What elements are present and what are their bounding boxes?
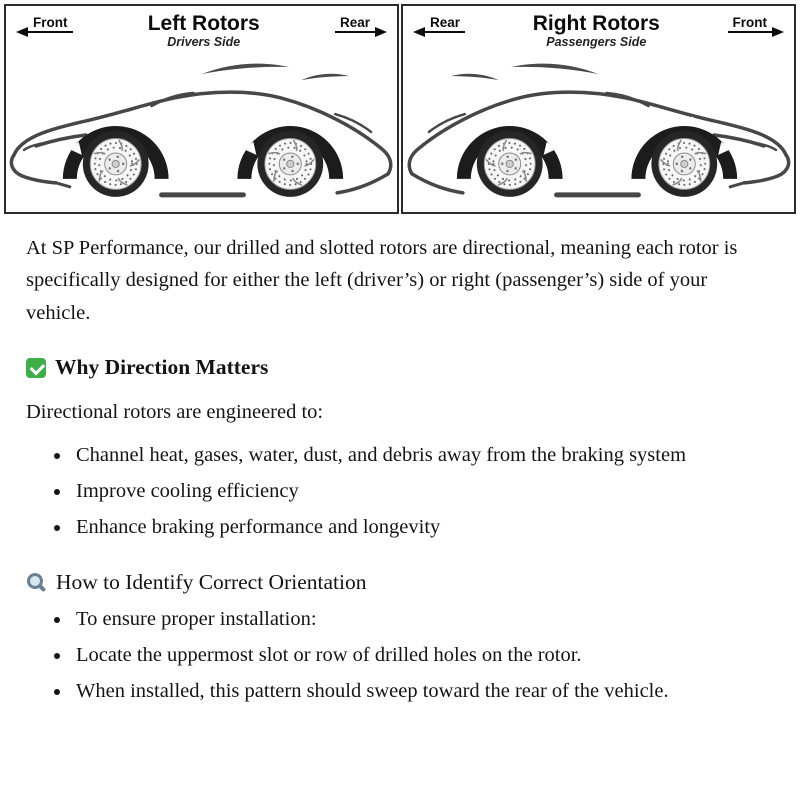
article-body (0, 214, 800, 708)
left-panel-header (6, 6, 397, 49)
rotation-label: Rotation (486, 115, 534, 131)
direction-label: Rear (425, 15, 465, 33)
car-left-illustration (6, 51, 397, 209)
list-item: • When installed, this pattern should sweep toward the rear of the vehicle. (72, 675, 774, 707)
rear-direction-arrow (335, 15, 387, 33)
direction-label: Rear (335, 15, 375, 33)
rotor-direction-diagram (4, 4, 796, 214)
right-arrow-icon (375, 27, 387, 37)
list-item: • Improve cooling efficiency (72, 475, 774, 507)
panel-title: Left Rotors (147, 12, 260, 35)
check-icon (26, 358, 46, 378)
section-heading-identify-orientation (26, 570, 774, 595)
section1-bullet-list (26, 439, 774, 544)
front-direction-arrow (16, 15, 73, 33)
right-arrow-icon (772, 27, 784, 37)
rotation-label: Rotation (266, 115, 314, 131)
rear-direction-arrow (413, 15, 465, 33)
intro-paragraph: At SP Performance, our drilled and slotted rotors are directional, meaning each rotor is specifically designed for either the left (driver’s) or right (passenger’s) side of your vehicle. (26, 237, 738, 324)
section1-lead: Directional rotors are engineered to: (26, 401, 324, 424)
right-rotors-panel (401, 4, 796, 214)
left-arrow-icon (16, 27, 28, 37)
list-item: • Channel heat, gases, water, dust, and debris away from the braking system (72, 439, 774, 471)
panel-subtitle: Passengers Side (546, 35, 647, 50)
rotation-label: Rotation (660, 115, 708, 131)
list-item: • Enhance braking performance and longevity (72, 511, 774, 543)
panel-title: Right Rotors (532, 12, 660, 35)
left-rotors-panel (4, 4, 399, 214)
section-heading-text: How to Identify Correct Orientation (56, 569, 367, 594)
section-heading-why-direction-matters (26, 355, 774, 380)
left-arrow-icon (413, 27, 425, 37)
list-item: • To ensure proper installation: (72, 603, 774, 635)
front-direction-arrow (728, 15, 785, 33)
right-panel-header (403, 6, 794, 49)
panel-subtitle: Drivers Side (167, 35, 241, 50)
car-right-illustration (403, 51, 794, 209)
direction-label: Front (28, 15, 73, 33)
list-item: • Locate the uppermost slot or row of drilled holes on the rotor. (72, 639, 774, 671)
section2-bullet-list (26, 603, 774, 708)
direction-label: Front (728, 15, 773, 33)
magnifier-icon (26, 572, 47, 593)
section-heading-text: Why Direction Matters (55, 355, 269, 380)
rotation-label: Rotation (92, 115, 140, 131)
